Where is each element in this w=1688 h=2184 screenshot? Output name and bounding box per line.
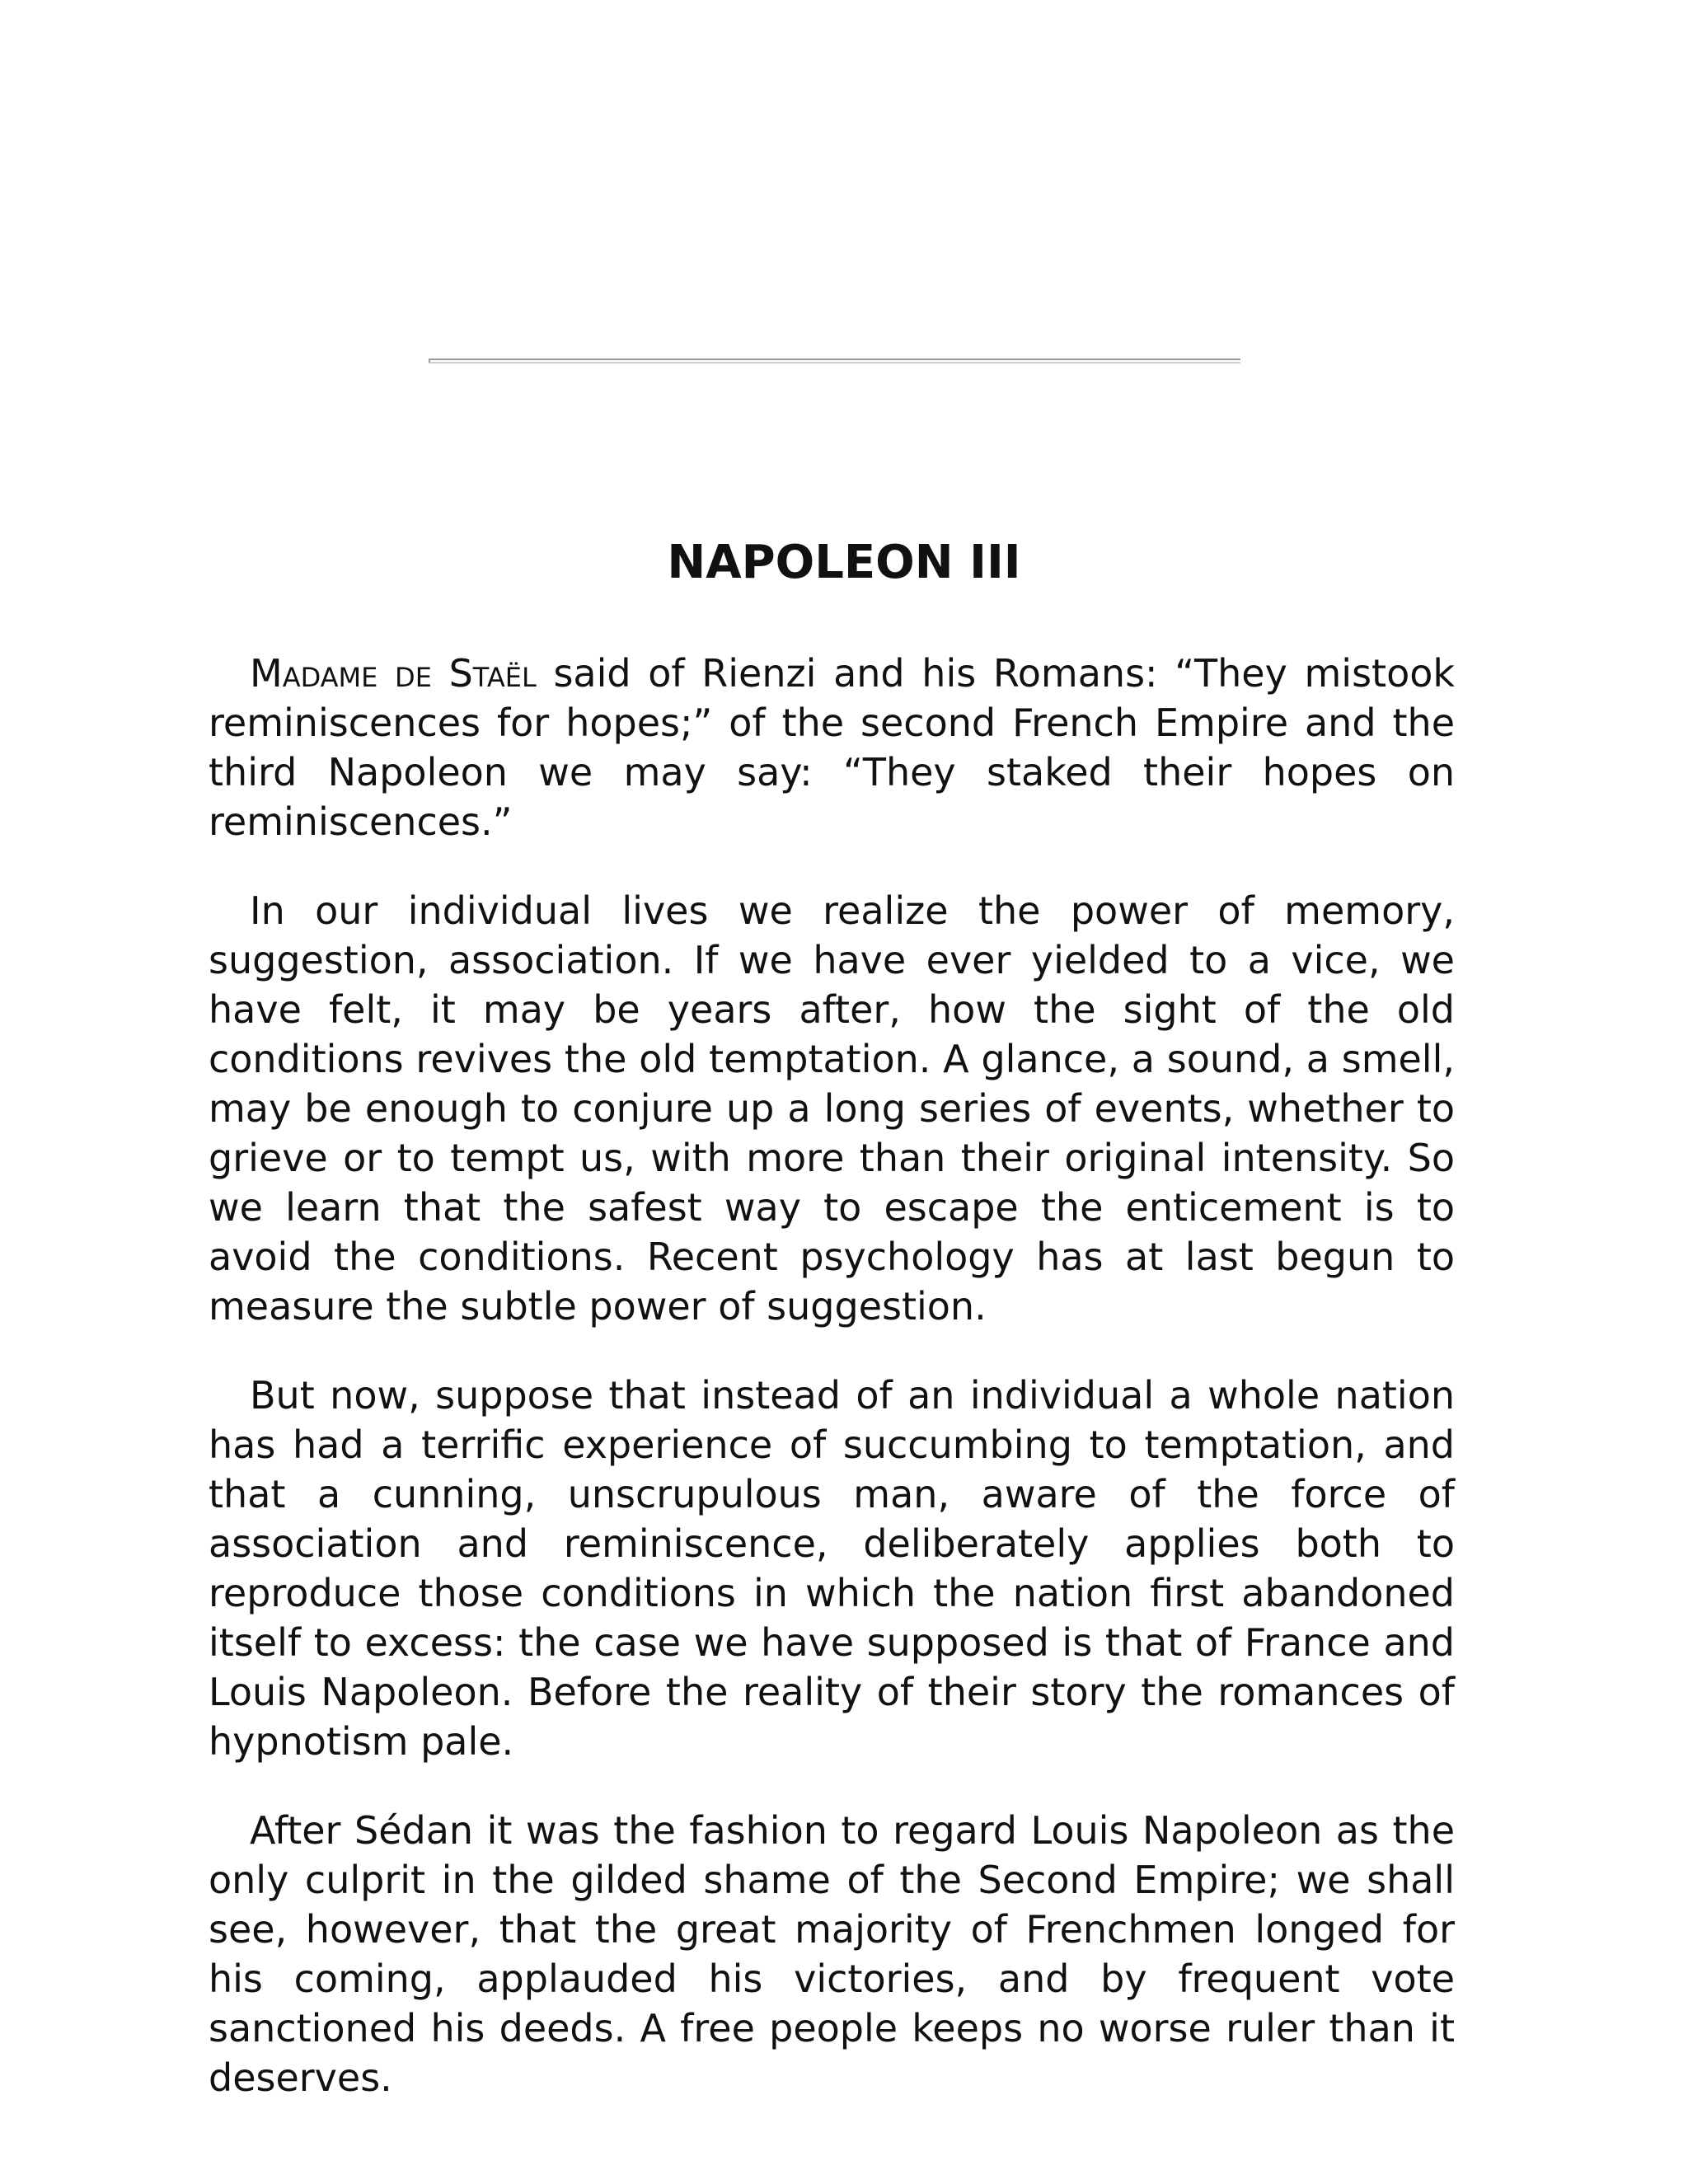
paragraph-4: After Sédan it was the fashion to regard Louis Napoleon as the only culprit in the gilded shame of the Second Empire; we shall see, however, that the great majority of Frenchmen longed for his coming, applauded his victories, and by frequent vote sanctioned his deeds. A free people keeps no worse ruler than it deserves. — [209, 1808, 1455, 2100]
paragraph-1 — [209, 649, 1455, 846]
chapter-title: NAPOLEON III — [667, 536, 1021, 589]
paragraph-3: But now, suppose that instead of an individual a whole nation has had a terrific experience of succumbing to temptation, and that a cunning, unscrupulous man, aware of the force of association and reminiscence, deliberately applies both to reproduce those conditions in which the nation first abandoned itself to excess: the case we have supposed is that of France and Louis Napoleon. Before the reality of their story the romances of hypnotism pale. — [209, 1373, 1455, 1764]
paragraph-1-text: said of Rienzi and his Romans: “They mistook reminiscences for hopes;” of the second French Empire and the third Napoleon we may say: “They staked their hopes on reminiscences.” — [209, 651, 1456, 844]
chapter-body — [209, 649, 1455, 2142]
paragraph-2: In our individual lives we realize the power of memory, suggestion, association. If we have ever yielded to a vice, we have felt, it may be years after, how the sight of the old conditions revives the old temptation. A glance, a sound, a smell, may be enough to conjure up a long series of events, whether to grieve or to tempt us, with more than their original intensity. So we learn that the safest way to escape the enticement is to avoid the conditions. Recent psychology has at last begun to measure the subtle power of suggestion. — [209, 888, 1455, 1329]
decorative-rule — [429, 359, 1240, 363]
opening-small-caps: Madame de Staël — [250, 651, 537, 696]
